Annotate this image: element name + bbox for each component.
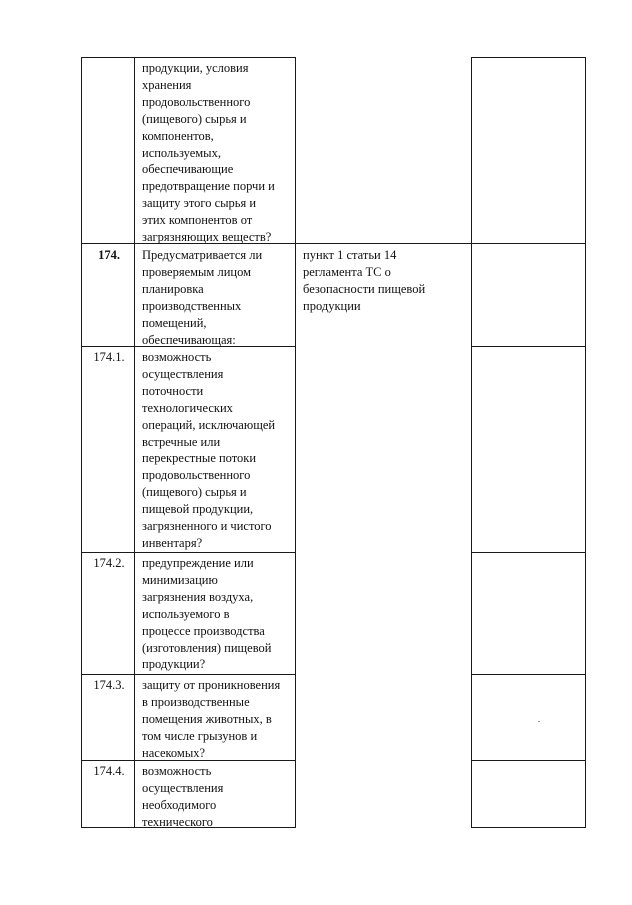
row-divider bbox=[471, 674, 586, 675]
row-divider bbox=[81, 552, 296, 553]
requirement-text: возможность осуществления поточности технологических операций, исключающей встречные или перекрестные потоки продовольственного (пищевого) сырья и пищевой продукции, загрязненного и чистого инвентаря? bbox=[142, 350, 276, 550]
column-border bbox=[81, 57, 82, 828]
item-number: 174.3. bbox=[93, 678, 125, 692]
row-divider bbox=[471, 346, 586, 347]
column-border bbox=[585, 57, 586, 828]
row-divider bbox=[471, 760, 586, 761]
requirement-text: предупреждение или минимизацию загрязнения воздуха, используемого в процессе производства (изготовления) пищевой продукции? bbox=[142, 556, 272, 672]
requirement-text: возможность осуществления необходимого технического bbox=[142, 764, 224, 829]
column-border bbox=[471, 57, 472, 828]
scan-speck bbox=[538, 721, 540, 722]
column-border bbox=[295, 57, 296, 828]
legal-reference-text: пункт 1 статьи 14 регламента ТС о безопасности пищевой продукции bbox=[303, 248, 426, 313]
item-number: 174.4. bbox=[93, 764, 125, 778]
requirement-text: защиту от проникновения в производственные помещения животных, в том числе грызунов и насекомых? bbox=[142, 678, 281, 760]
row-divider bbox=[81, 674, 296, 675]
column-border bbox=[134, 57, 135, 828]
item-number: 174.2. bbox=[93, 556, 125, 570]
item-number: 174. bbox=[98, 248, 120, 262]
requirement-text: Предусматривается ли проверяемым лицом планировка производственных помещений, обеспечивающая: bbox=[142, 248, 263, 347]
requirement-text: продукции, условия хранения продовольственного (пищевого) сырья и компонентов, используемых, обеспечивающие предотвращение порчи и защиту этого сырья и этих компонентов от загрязняющих веществ? bbox=[142, 61, 275, 245]
table-bottom-border-right bbox=[471, 827, 586, 828]
table-top-border-right bbox=[471, 57, 586, 58]
item-number: 174.1. bbox=[93, 350, 125, 364]
table-top-border bbox=[81, 57, 296, 58]
row-divider bbox=[471, 552, 586, 553]
